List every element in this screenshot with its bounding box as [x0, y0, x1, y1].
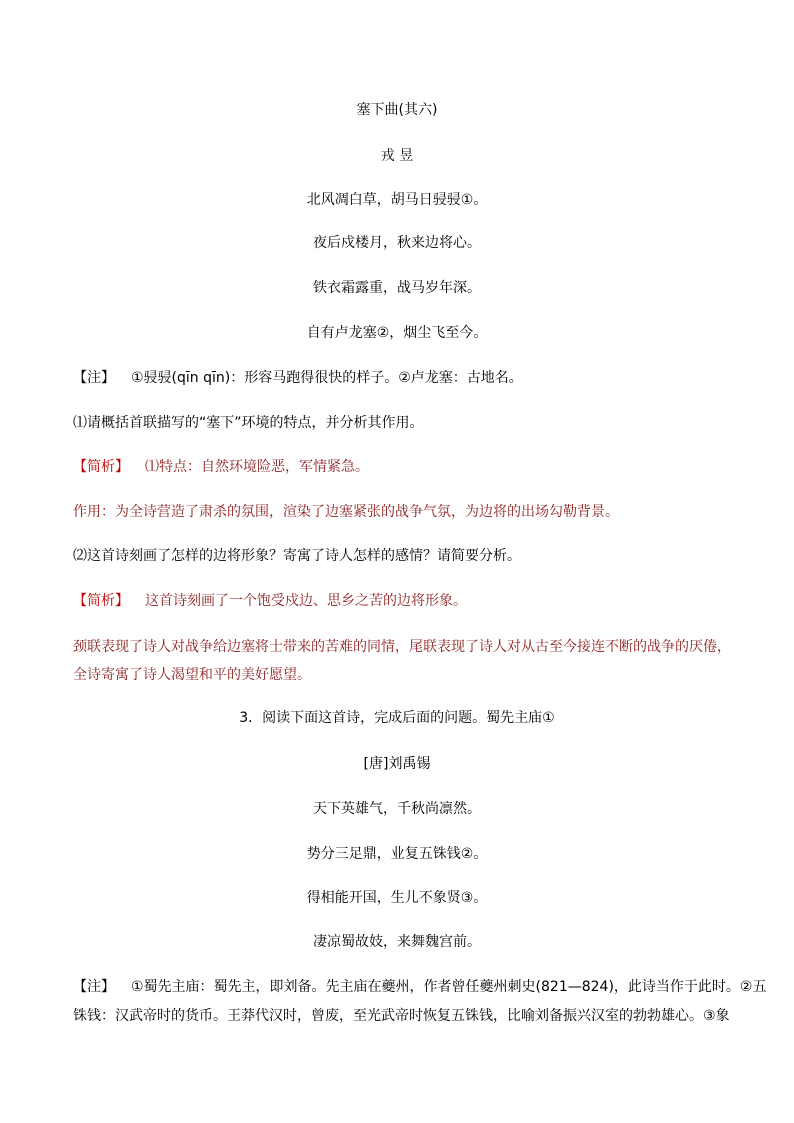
- note-text: ①骎骎(qīn qīn)：形容马跑得很快的样子。②卢龙塞：古地名。: [131, 370, 523, 386]
- poem1-line-3: 铁衣霜露重，战马岁年深。: [313, 280, 481, 296]
- poem2-note-line-2: 铢钱：汉武帝时的货币。王莽代汉时，曾废，至光武帝时恢复五铢钱，比喻刘备振兴汉室的勃勃雄心。③象: [73, 1008, 730, 1024]
- poem2-author: [唐]刘禹锡: [363, 756, 431, 772]
- poem2-heading: 3．阅读下面这首诗，完成后面的问题。蜀先主庙①: [239, 710, 555, 726]
- poem2-line-1: 天下英雄气，千秋尚凛然。: [313, 801, 481, 817]
- analysis-tag: 【简析】: [73, 593, 129, 609]
- note-tag: 【注】: [73, 370, 115, 386]
- answer-2-line-2: 颈联表现了诗人对战争给边塞将士带来的苦难的同情，尾联表现了诗人对从古至今接连不断的战争的厌倦，: [73, 639, 731, 655]
- note-tag: 【注】: [73, 979, 115, 995]
- poem2-note: [73, 977, 766, 997]
- poem1-line-2: 夜后戍楼月，秋来边将心。: [313, 235, 481, 251]
- poem1-title: 塞下曲(其六): [356, 102, 438, 118]
- poem2-line-4: 凄凉蜀故妓，来舞魏宫前。: [313, 934, 481, 950]
- poem2-line-3: 得相能开国，生儿不象贤③。: [306, 890, 488, 906]
- answer-1-line-2: 作用：为全诗营造了肃杀的氛围，渲染了边塞紧张的战争气氛，为边将的出场勾勒背景。: [73, 504, 619, 520]
- poem2-line-2: 势分三足鼎，业复五铢钱②。: [306, 846, 488, 862]
- question-1: ⑴请概括首联描写的“塞下”环境的特点，并分析其作用。: [73, 415, 424, 431]
- poem1-author: 戎 昱: [380, 148, 414, 164]
- answer-1-line-1: ⑴特点：自然环境险恶，军情紧急。: [145, 459, 369, 475]
- answer-2-line-3: 全诗寄寓了诗人渴望和平的美好愿望。: [73, 667, 311, 683]
- question-2: ⑵这首诗刻画了怎样的边将形象？寄寓了诗人怎样的感情？请简要分析。: [73, 548, 521, 564]
- answer-1: [73, 457, 369, 477]
- poem1-line-4: 自有卢龙塞②，烟尘飞至今。: [306, 325, 488, 341]
- answer-2-line-1: 这首诗刻画了一个饱受戍边、思乡之苦的边将形象。: [145, 593, 467, 609]
- poem1-note: [73, 368, 523, 388]
- poem1-line-1: 北风凋白草，胡马日骎骎①。: [306, 192, 488, 208]
- poem2-note-line-1: ①蜀先主庙：蜀先主，即刘备。先主庙在夔州，作者曾任夔州刺史(821—824)，此诗当作于此时。②五: [131, 979, 767, 995]
- analysis-tag: 【简析】: [73, 459, 129, 475]
- answer-2: [73, 591, 467, 611]
